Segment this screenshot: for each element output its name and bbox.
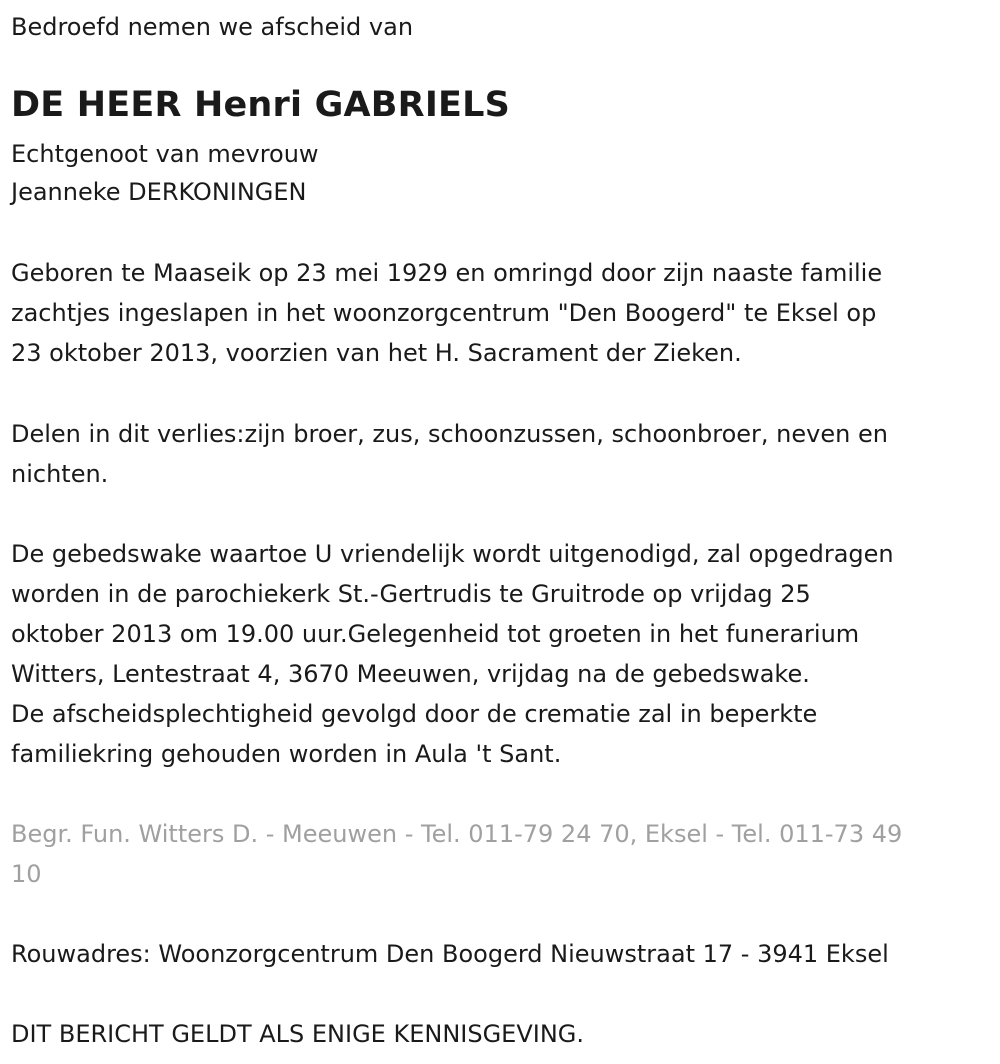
text-line: worden in de parochiekerk St.-Gertrudis te Gruitrode op vrijdag 25 bbox=[11, 580, 811, 608]
intro-text bbox=[11, 7, 1000, 47]
birth-death-paragraph bbox=[11, 253, 1000, 373]
text-line: DIT BERICHT GELDT ALS ENIGE KENNISGEVING. bbox=[11, 1020, 585, 1048]
text-line: Begr. Fun. Witters D. - Meeuwen - Tel. 011-79 24 70, Eksel - Tel. 011-73 49 bbox=[11, 820, 903, 848]
mourning-address bbox=[11, 934, 1000, 974]
text-line: familiekring gehouden worden in Aula 't Sant. bbox=[11, 740, 562, 768]
intro-line: Bedroefd nemen we afscheid van bbox=[11, 13, 414, 41]
text-line: 10 bbox=[11, 860, 42, 888]
spouse-line: Echtgenoot van mevrouw bbox=[11, 140, 319, 168]
text-line: Rouwadres: Woonzorgcentrum Den Boogerd Nieuwstraat 17 - 3941 Eksel bbox=[11, 940, 889, 968]
ceremony-paragraph bbox=[11, 534, 1000, 774]
spouse-line: Jeanneke DERKONINGEN bbox=[11, 178, 307, 206]
text-line: Geboren te Maaseik op 23 mei 1929 en omringd door zijn naaste familie bbox=[11, 259, 883, 287]
text-line: Witters, Lentestraat 4, 3670 Meeuwen, vrijdag na de gebedswake. bbox=[11, 660, 810, 688]
spouse-info bbox=[11, 135, 1000, 211]
text-line: zachtjes ingeslapen in het woonzorgcentrum "Den Boogerd" te Eksel op bbox=[11, 299, 877, 327]
text-line: oktober 2013 om 19.00 uur.Gelegenheid tot groeten in het funerarium bbox=[11, 620, 860, 648]
deceased-name: DE HEER Henri GABRIELS bbox=[11, 85, 511, 125]
text-line: De afscheidsplechtigheid gevolgd door de crematie zal in beperkte bbox=[11, 700, 818, 728]
family-paragraph bbox=[11, 414, 1000, 494]
text-line: Delen in dit verlies:zijn broer, zus, schoonzussen, schoonbroer, neven en bbox=[11, 420, 888, 448]
text-line: nichten. bbox=[11, 460, 109, 488]
text-line: De gebedswake waartoe U vriendelijk wordt uitgenodigd, zal opgedragen bbox=[11, 540, 894, 568]
funeral-home-info bbox=[11, 814, 1000, 894]
notice-footer bbox=[11, 1014, 1000, 1054]
text-line: 23 oktober 2013, voorzien van het H. Sacrament der Zieken. bbox=[11, 339, 742, 367]
